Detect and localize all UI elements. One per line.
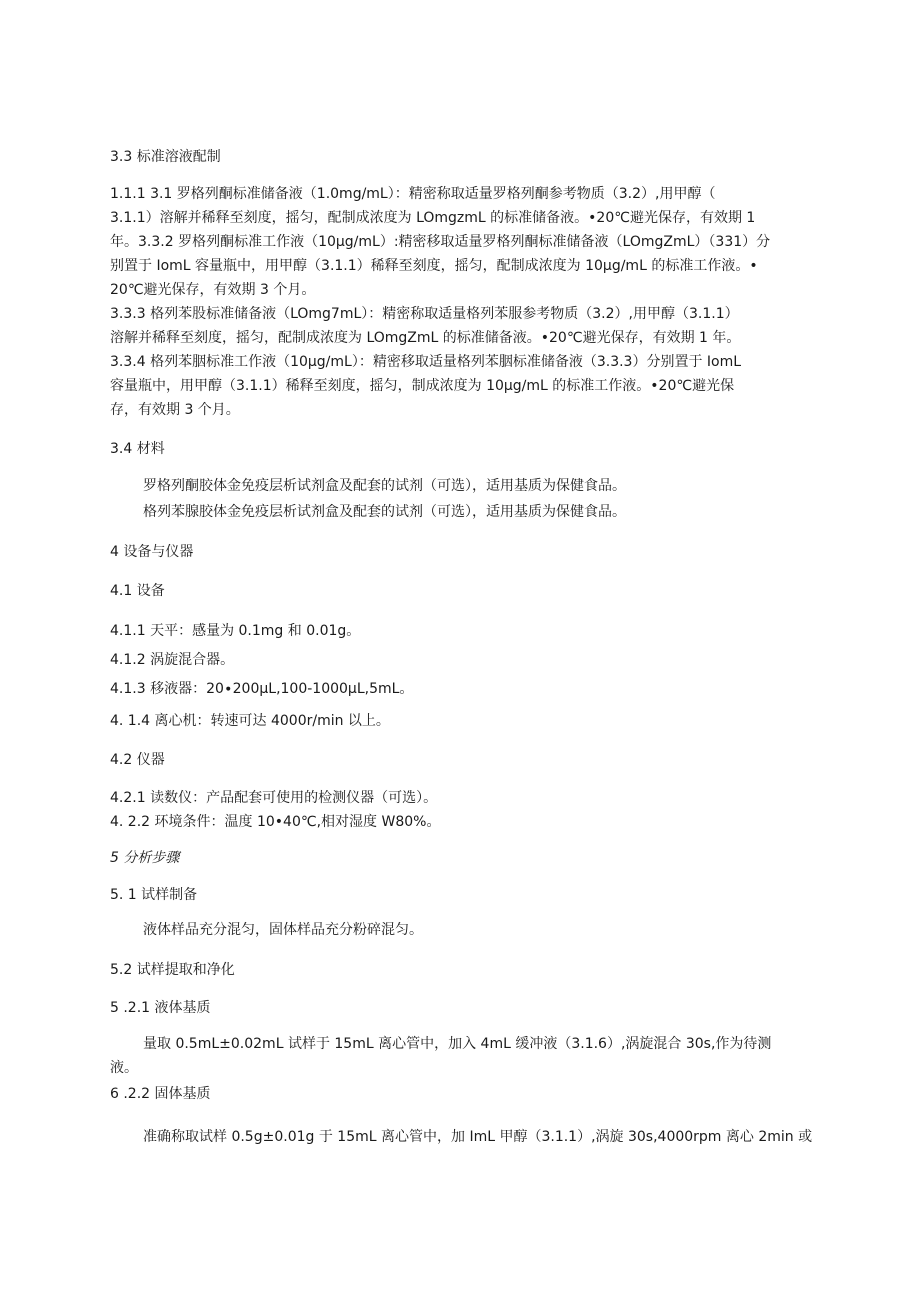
section-heading-5-2-1: 5 .2.1 液体基质	[110, 1000, 211, 1016]
paragraph-line: 别置于 IomL 容量瓶中，用甲醇（3.1.1）稀释至刻度，摇匀，配制成浓度为 10μg∕mL 的标准工作液。•	[110, 258, 758, 274]
paragraph-line: 准确称取试样 0.5g±0.01g 于 15mL 离心管中，加 ImL 甲醇（3.1.1）,涡旋 30s,4000rpm 离心 2min 或	[143, 1129, 813, 1145]
section-heading-4-1: 4.1 设备	[110, 583, 165, 599]
section-heading-5: 5 分析步骤	[110, 850, 180, 866]
paragraph-line: 4. 1.4 离心机：转速可达 4000r/min 以上。	[110, 713, 390, 729]
paragraph-line: 年。3.3.2 罗格列酮标准工作液（10μg∕mL）:精密移取适量罗格列酮标准储备液（LOmgZmL）（331）分	[110, 234, 771, 250]
paragraph-line: 容量瓶中，用甲醇（3.1.1）稀释至刻度，摇匀，制成浓度为 10μg∕mL 的标准工作液。•20℃避光保	[110, 378, 735, 394]
paragraph-line: 4. 2.2 环境条件：温度 10•40℃,相对湿度 W80%。	[110, 814, 441, 830]
section-heading-5-2-2: 6 .2.2 固体基质	[110, 1086, 211, 1102]
paragraph-line: 溶解并稀释至刻度，摇匀，配制成浓度为 LOmgZmL 的标准储备液。•20℃避光保存，有效期 1 年。	[110, 330, 741, 346]
paragraph-line: 3.1.1）溶解并稀释至刻度，摇匀，配制成浓度为 LOmgzmL 的标准储备液。•20℃避光保存，有效期 1	[110, 210, 756, 226]
paragraph-line: 存，有效期 3 个月。	[110, 402, 240, 418]
section-heading-4-2: 4.2 仪器	[110, 752, 165, 768]
paragraph-line: 液体样品充分混匀，固体样品充分粉碎混匀。	[143, 922, 423, 938]
section-heading-5-2: 5.2 试样提取和净化	[110, 962, 235, 978]
paragraph-line: 液。	[110, 1060, 138, 1076]
paragraph-line: 量取 0.5mL±0.02mL 试样于 15mL 离心管中，加入 4mL 缓冲液（3.1.6）,涡旋混合 30s,作为待测	[143, 1036, 772, 1052]
paragraph-line: 1.1.1 3.1 罗格列酮标准储备液（1.0mg/mL）：精密称取适量罗格列酮参考物质（3.2）,用甲醇（	[110, 186, 716, 202]
section-heading-3-3: 3.3 标准溶液配制	[110, 149, 221, 165]
paragraph-line: 3.3.3 格列苯股标准储备液（LOmg7mL）：精密称取适量格列苯服参考物质（3.2）,用甲醇（3.1.1）	[110, 306, 739, 322]
paragraph-line: 4.1.3 移液器：20∙200μL,100-1000μL,5mL。	[110, 681, 414, 697]
section-heading-5-1: 5. 1 试样制备	[110, 887, 198, 903]
section-heading-4: 4 设备与仪器	[110, 544, 194, 560]
paragraph-line: 4.1.1 天平：感量为 0.1mg 和 0.01g。	[110, 623, 361, 639]
paragraph-line: 20℃避光保存，有效期 3 个月。	[110, 282, 316, 298]
paragraph-line: 3.3.4 格列苯胭标准工作液（10μg∕mL）：精密移取适量格列苯胭标准储备液（3.3.3）分别置于 IomL	[110, 354, 742, 370]
paragraph-line: 罗格列酮胶体金免疫层析试剂盒及配套的试剂（可选），适用基质为保健食品。	[143, 478, 626, 494]
paragraph-line: 4.1.2 涡旋混合器。	[110, 652, 235, 668]
paragraph-line: 格列苯腺胶体金免疫层析试剂盒及配套的试剂（可选），适用基质为保健食品。	[143, 504, 626, 520]
section-heading-3-4: 3.4 材料	[110, 441, 165, 457]
paragraph-line: 4.2.1 读数仪：产品配套可使用的检测仪器（可选）。	[110, 790, 438, 806]
